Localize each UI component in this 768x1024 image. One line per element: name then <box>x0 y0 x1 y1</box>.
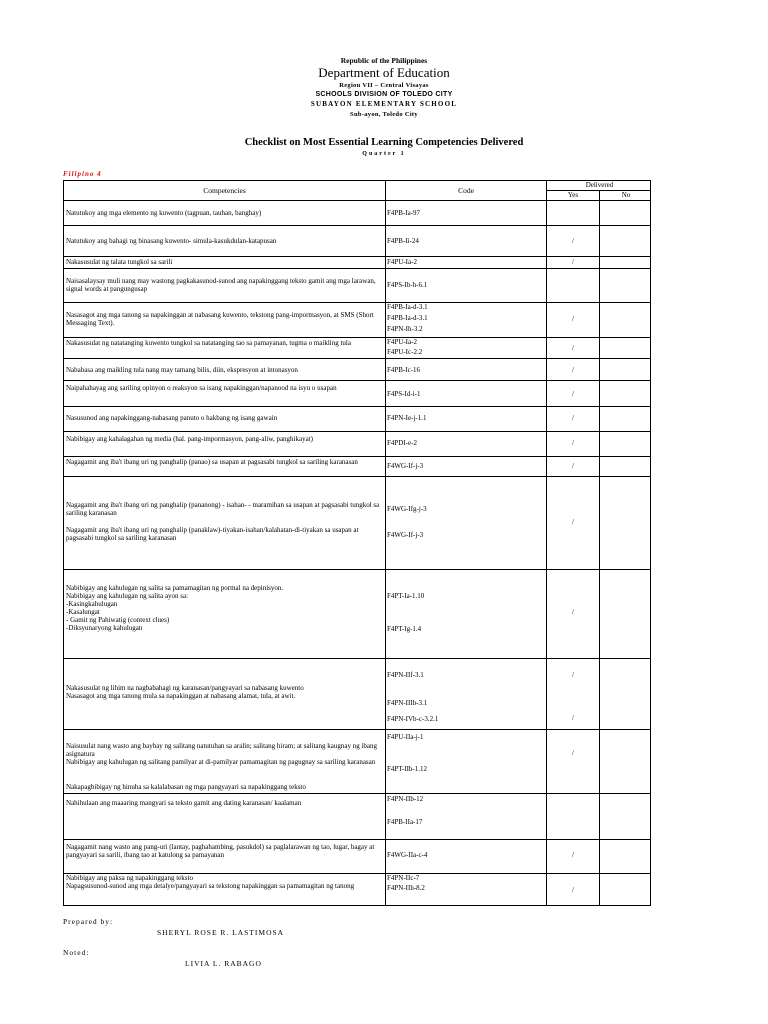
competency-table <box>63 180 651 906</box>
competency-code: F4PN-IIIb-3.1 <box>387 699 428 707</box>
school-heading: SUBAYON ELEMENTARY SCHOOL <box>310 100 458 108</box>
row-divider <box>64 839 650 840</box>
competency-code: F4PB-IIa-17 <box>387 818 423 826</box>
competency-code: F4PN-IIb-12 <box>387 795 424 803</box>
header-code: Code <box>458 186 474 195</box>
quarter-label: Quarter 1 <box>362 151 406 157</box>
competency-text: Nababasa ang maikling tula nang may tamang bilis, diin, ekspresyon at intonasyon <box>66 366 298 374</box>
delivered-yes-mark: / <box>572 886 574 894</box>
competency-code: F4PN-Ih-3.2 <box>387 325 423 333</box>
competency-text: Naipahahayag ang sariling opinyon o reaksyon sa isang napakinggan/napanood na isyu o usapan <box>66 384 337 392</box>
competency-code: F4PDI-e-2 <box>387 439 417 447</box>
row-divider <box>64 658 650 659</box>
competency-code: F4PB-Ic-16 <box>387 366 421 374</box>
row-divider <box>64 256 650 257</box>
header-yes: Yes <box>567 191 579 199</box>
prepared-by-name: SHERYL ROSE R. LASTIMOSA <box>157 928 285 937</box>
delivered-yes-mark: / <box>572 344 574 352</box>
header-delivered: Delivered <box>585 181 614 189</box>
delivered-yes-mark: / <box>572 390 574 398</box>
competency-code: F4PT-Ig-1.4 <box>387 625 422 633</box>
department-heading: Department of Education <box>318 65 450 80</box>
subject-label: Filipino 4 <box>63 170 102 178</box>
competency-text: Nagagamit nang wasto ang pang-uri (lantay, paghahambing, pasukdol) sa paglalarawan ng tao, lugar, bagay at pangyayari sa sarili, ibang tao at katulong sa pamayanan <box>66 843 375 860</box>
competency-text: Nakasusulat ng talata tungkol sa sarili <box>66 258 173 266</box>
competency-code: F4PT-Ia-1.10 <box>387 592 425 600</box>
col-divider <box>546 181 547 905</box>
delivered-yes-mark: / <box>572 671 574 679</box>
competency-text: Natutukoy ang mga elemento ng kuwento (tagpuan, tauhan, banghay) <box>66 209 262 217</box>
noted-label: Noted: <box>63 948 90 957</box>
row-divider <box>64 793 650 794</box>
competency-code: F4PU-Ia-2 <box>387 338 417 346</box>
competency-text: Natutukoy ang bahagi ng binasang kuwento- simula-kasukdulan-katapusan <box>66 237 277 245</box>
delivered-yes-mark: / <box>572 366 574 374</box>
competency-text: Nabibigay ang kahulugan ng salita ayon sa: <box>66 592 189 600</box>
document-title: Checklist on Most Essential Learning Competencies Delivered <box>244 137 524 148</box>
row-divider <box>64 406 650 407</box>
delivered-yes-mark: / <box>572 414 574 422</box>
row-divider <box>64 337 650 338</box>
competency-code: F4PN-IIc-7 <box>387 874 420 882</box>
republic-heading: Republic of the Philippines <box>340 56 428 65</box>
competency-text: Nabibigay ang kahalagahan ng media (hal. pang-impormasyon, pang-aliw, panghikayat) <box>66 435 313 443</box>
competency-text: -Diksyunaryong kahulugan <box>66 624 143 632</box>
header-competencies: Competencies <box>203 186 246 195</box>
competency-code: F4PB-Ia-97 <box>387 209 421 217</box>
col-divider <box>599 190 600 905</box>
competency-code: F4PU-Ia-2 <box>387 258 417 266</box>
division-heading: SCHOOLS DIVISION OF TOLEDO CITY <box>315 91 453 98</box>
row-divider <box>64 380 650 381</box>
competency-code: F4PS-Id-i-1 <box>387 390 421 398</box>
competency-text: Nagagamit ang iba't ibang uri ng panghalip (pananong) - isahan- - maramihan sa usapan at pagsasabi tungkol sa sariling karanasan <box>66 501 380 518</box>
competency-code: F4PT-IIb-1.12 <box>387 765 427 773</box>
competency-code: F4WG-Ifg-j-3 <box>387 505 427 513</box>
delivered-yes-mark: / <box>572 851 574 859</box>
col-divider <box>385 181 386 905</box>
competency-code: F4PN-IIh-8.2 <box>387 884 425 892</box>
competency-text: Nahihulaan ang maaaring mangyari sa teksto gamit ang dating karanasan/ kaalaman <box>66 799 302 807</box>
competency-text: Nabibigay ang kahulugan ng salitang pamilyar at di-pamilyar pamamagitan ng pagugnay sa sariling karanasan <box>66 758 376 766</box>
competency-text: Nakapagbibigay ng hinuha sa kalalabasan ng mga pangyayari sa napakinggang teksto <box>66 783 306 791</box>
competency-text: Nakasusulat ng natatanging kuwento tungkol sa natatanging tao sa pamayanan, tugma o maikling tula <box>66 339 351 347</box>
competency-code: F4PB-Ii-24 <box>387 237 419 245</box>
competency-text: Nagagamit ang iba't ibang uri ng panghalip (panao) sa usapan at pagsasabi tungkol sa sariling karanasan <box>66 458 358 466</box>
noted-name: LIVIA L. RABAGO <box>185 959 262 968</box>
row-divider <box>64 268 650 269</box>
row-divider <box>64 456 650 457</box>
competency-code: F4WG-If-j-3 <box>387 462 424 470</box>
competency-code: F4PU-Ic-2.2 <box>387 348 423 356</box>
delivered-yes-mark: / <box>572 714 574 722</box>
row-divider <box>64 569 650 570</box>
delivered-yes-mark: / <box>572 518 574 526</box>
delivered-yes-mark: / <box>572 258 574 266</box>
competency-code: F4WG-If-j-3 <box>387 531 424 539</box>
competency-text: Naisasalaysay muli nang may wastong pagkakasunod-sunod ang napakinggang teksto gamit ang mga larawan, signal words at pangungusap <box>66 277 376 294</box>
row-divider <box>64 200 650 201</box>
row-divider <box>64 476 650 477</box>
row-divider <box>64 729 650 730</box>
competency-code: F4PN-IIf-3.1 <box>387 671 424 679</box>
delivered-yes-mark: / <box>572 749 574 757</box>
location-heading: Sub-ayon, Toledo City <box>350 111 418 118</box>
competency-code: F4PS-Ib-h-6.1 <box>387 281 428 289</box>
prepared-by-label: Prepared by: <box>63 917 114 926</box>
competency-text: - Gamit ng Pahiwatig (context clues) <box>66 616 170 624</box>
region-heading: Region VII – Central Visayas <box>339 82 429 89</box>
delivered-yes-mark: / <box>572 315 574 323</box>
competency-text: Nasusunod ang napakinggang-nabasang panuto o hakbang ng isang gawain <box>66 414 278 422</box>
delivered-yes-mark: / <box>572 462 574 470</box>
header-no: No <box>621 191 631 199</box>
competency-text: Nabibigay ang paksa ng napakinggang teksto <box>66 874 193 882</box>
competency-code: F4PN-Ie-j-1.1 <box>387 414 427 422</box>
competency-text: Naisusulat nang wasto ang baybay ng salitang natutuhan sa aralin; salitang hiram; at salitang kaugnay ng ibang asignatura <box>66 742 378 759</box>
competency-text: -Kasalungat <box>66 608 100 616</box>
competency-text: -Kasingkahulugan <box>66 600 118 608</box>
competency-code: F4PU-IIa-j-1 <box>387 733 424 741</box>
competency-text: Nagagamit ang iba't ibang uri ng panghalip (panaklaw)-tiyakan-isahan/kalahatan-di-tiyakan sa usapan at pagsasabi tungkol sa sariling karanasan <box>66 526 359 543</box>
competency-text: Nakasusulat ng lihim na nagbabahagi ng karanasan/pangyayari sa nabasang kuwento <box>66 684 304 692</box>
delivered-yes-mark: / <box>572 237 574 245</box>
competency-text: Napagsusunod-sunod ang mga detalye/pangyayari sa tekstong napakinggan sa pamamagitan ng tanong <box>66 882 355 890</box>
competency-text: Nabibigay ang kahulugan ng salita sa pamamagitan ng pormal na depinisyon. <box>66 584 284 592</box>
delivered-yes-mark: / <box>572 439 574 447</box>
competency-code: F4PN-IVb-c-3.2.1 <box>387 715 439 723</box>
competency-text: Nasasagot ang mga tanong sa napakinggan at nabasang kuwento, tekstong pang-impormasyon, at SMS (Short Messaging Text). <box>66 311 374 328</box>
competency-text: Nasasagot ang mga tanong mula sa napakinggan at nabasang alamat, tula, at awit. <box>66 692 296 700</box>
competency-code: F4WG-IIa-c-4 <box>387 851 428 859</box>
delivered-yes-mark: / <box>572 608 574 616</box>
row-divider <box>64 431 650 432</box>
row-divider <box>64 302 650 303</box>
row-divider <box>64 358 650 359</box>
competency-code: F4PB-Ia-d-3.1 <box>387 314 428 322</box>
competency-code: F4PB-Ia-d-3.1 <box>387 303 428 311</box>
row-divider <box>64 225 650 226</box>
